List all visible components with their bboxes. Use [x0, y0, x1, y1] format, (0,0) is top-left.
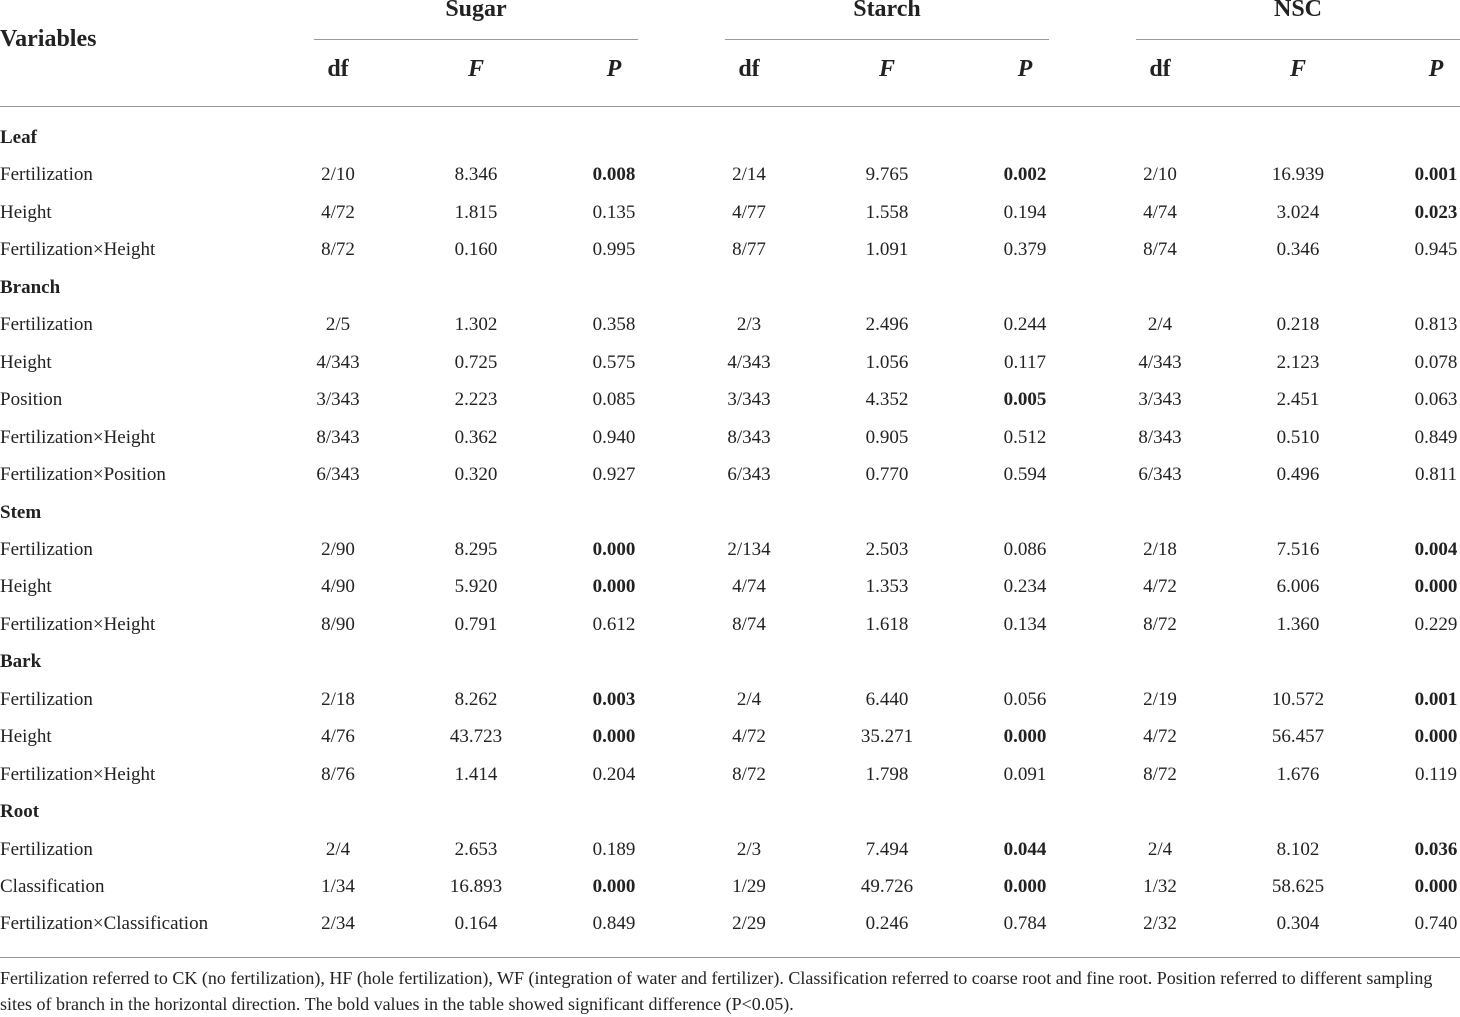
cell-df-value: 6/343: [727, 464, 771, 486]
variable-label: Fertilization: [0, 164, 93, 186]
cell-f-value: 16.893: [449, 876, 503, 897]
cell-df-value: 4/343: [727, 351, 771, 373]
cell-f-value: 0.320: [454, 464, 498, 486]
cell-p-value: 0.000: [1003, 726, 1047, 748]
cell-p-value: 0.594: [1003, 464, 1047, 486]
cell-p-value: 0.849: [1414, 426, 1458, 448]
cell-df-value: 2/29: [732, 913, 766, 935]
cell-f-value: 9.765: [865, 164, 909, 186]
cell-f-value: 1.056: [865, 351, 909, 373]
cell-p-value: 0.229: [1414, 613, 1458, 635]
starch-group-rule: [725, 39, 1049, 40]
cell-p-value: 0.091: [1003, 763, 1047, 785]
cell-df-value: 6/343: [316, 464, 360, 486]
cell-p-value: 0.000: [592, 726, 636, 748]
table-row: [0, 682, 1460, 718]
cell-f-value: 2.653: [454, 838, 498, 860]
cell-f-value: 8.346: [454, 164, 498, 186]
cell-f-value: 0.246: [865, 913, 909, 935]
cell-df-value: 8/343: [1138, 426, 1182, 448]
footer-rule: [0, 957, 1460, 958]
cell-f-value: 0.791: [454, 613, 498, 635]
cell-f-value: 0.770: [865, 464, 909, 486]
table-row: [0, 382, 1460, 418]
cell-f-value: 6.440: [865, 688, 909, 710]
cell-df-value: 4/72: [732, 726, 766, 748]
cell-f-value: 1.414: [454, 763, 498, 785]
table-row: [0, 232, 1460, 268]
cell-p-value: 0.813: [1414, 314, 1458, 336]
cell-p-value: 0.005: [1003, 389, 1047, 411]
variable-label: Fertilization×Position: [0, 464, 166, 486]
cell-df-value: 4/72: [321, 201, 355, 223]
cell-p-value: 0.085: [592, 389, 636, 411]
cell-df-value: 2/18: [321, 688, 355, 710]
cell-df-value: 8/76: [321, 763, 355, 785]
cell-df-value: 3/343: [727, 389, 771, 411]
section-row: [0, 495, 1460, 531]
cell-df-value: 1/34: [321, 876, 355, 897]
cell-p-value: 0.244: [1003, 314, 1047, 336]
cell-df-value: 4/74: [732, 576, 766, 598]
cell-p-value: 0.811: [1414, 464, 1458, 486]
section-row: [0, 644, 1460, 680]
variable-label: Fertilization: [0, 688, 93, 710]
variable-label: Fertilization: [0, 838, 93, 860]
sugar-f-header: F: [467, 56, 484, 82]
cell-df-value: 2/134: [727, 538, 771, 560]
cell-p-value: 0.008: [592, 164, 636, 186]
cell-df-value: 8/77: [732, 239, 766, 261]
cell-f-value: 0.725: [454, 351, 498, 373]
starch-df-header: df: [738, 56, 760, 82]
cell-f-value: 1.091: [865, 239, 909, 261]
cell-df-value: 8/72: [732, 763, 766, 785]
cell-p-value: 0.379: [1003, 239, 1047, 261]
sugar-df-header: df: [327, 56, 349, 82]
variable-label: Position: [0, 389, 63, 411]
cell-df-value: 2/34: [321, 913, 355, 935]
cell-p-value: 0.004: [1414, 538, 1458, 560]
cell-p-value: 0.194: [1003, 201, 1047, 223]
cell-p-value: 0.003: [592, 688, 636, 710]
cell-p-value: 0.740: [1414, 913, 1458, 935]
cell-p-value: 0.001: [1414, 164, 1458, 186]
variable-label: Height: [0, 726, 52, 748]
cell-df-value: 1/29: [732, 876, 766, 897]
cell-p-value: 0.995: [592, 239, 636, 261]
cell-df-value: 2/5: [325, 314, 351, 336]
cell-f-value: 1.618: [865, 613, 909, 635]
cell-p-value: 0.000: [1003, 876, 1047, 897]
cell-f-value: 2.503: [865, 538, 909, 560]
cell-f-value: 8.102: [1276, 838, 1320, 860]
section-title: Bark: [0, 651, 42, 673]
table-row: [0, 195, 1460, 231]
cell-f-value: 0.218: [1276, 314, 1320, 336]
variable-label: Classification: [0, 876, 105, 897]
table-row: [0, 757, 1460, 793]
cell-p-value: 0.784: [1003, 913, 1047, 935]
cell-df-value: 4/72: [1143, 576, 1177, 598]
cell-f-value: 1.302: [454, 314, 498, 336]
cell-f-value: 7.516: [1276, 538, 1320, 560]
cell-df-value: 2/4: [736, 688, 762, 710]
cell-df-value: 8/90: [321, 613, 355, 635]
cell-p-value: 0.078: [1414, 351, 1458, 373]
cell-p-value: 0.000: [592, 538, 636, 560]
table-row: [0, 457, 1460, 493]
cell-p-value: 0.000: [1414, 876, 1458, 897]
cell-f-value: 1.353: [865, 576, 909, 598]
cell-f-value: 0.905: [865, 426, 909, 448]
header-rule: [0, 106, 1460, 107]
cell-f-value: 3.024: [1276, 201, 1320, 223]
nsc-group-rule: [1136, 39, 1460, 40]
sugar-group-header: Sugar: [445, 0, 507, 22]
cell-p-value: 0.945: [1414, 239, 1458, 261]
cell-f-value: 0.164: [454, 913, 498, 935]
table-row: [0, 869, 1460, 905]
cell-df-value: 8/72: [1143, 763, 1177, 785]
variable-label: Height: [0, 576, 52, 598]
cell-p-value: 0.358: [592, 314, 636, 336]
cell-p-value: 0.512: [1003, 426, 1047, 448]
cell-p-value: 0.000: [592, 576, 636, 598]
cell-p-value: 0.940: [592, 426, 636, 448]
cell-f-value: 35.271: [860, 726, 914, 748]
variable-label: Fertilization×Height: [0, 763, 156, 785]
cell-p-value: 0.063: [1414, 389, 1458, 411]
cell-p-value: 0.044: [1003, 838, 1047, 860]
starch-p-header: P: [1017, 56, 1033, 82]
cell-df-value: 2/10: [1143, 164, 1177, 186]
cell-df-value: 8/74: [732, 613, 766, 635]
cell-f-value: 5.920: [454, 576, 498, 598]
section-title: Stem: [0, 501, 42, 523]
cell-p-value: 0.927: [592, 464, 636, 486]
cell-df-value: 2/90: [321, 538, 355, 560]
variables-header: Variables: [0, 26, 97, 52]
variable-label: Fertilization×Classification: [0, 913, 209, 935]
table-footnote: Fertilization referred to CK (no fertilization), HF (hole fertilization), WF (integration of water and fertilizer). Classification referred to coarse root and fine root. Position referred to different sampling sites of branch in the horizontal direction. The bold values in the table showed significant difference (P<0.05).: [0, 968, 1433, 1014]
cell-f-value: 2.223: [454, 389, 498, 411]
table-row: [0, 569, 1460, 605]
cell-p-value: 0.135: [592, 201, 636, 223]
sugar-p-header: P: [606, 56, 622, 82]
cell-f-value: 1.558: [865, 201, 909, 223]
table-row: [0, 906, 1460, 942]
section-row: [0, 120, 1460, 156]
cell-df-value: 1/32: [1143, 876, 1177, 897]
cell-p-value: 0.134: [1003, 613, 1047, 635]
cell-df-value: 4/74: [1143, 201, 1177, 223]
section-title: Branch: [0, 276, 61, 298]
cell-df-value: 3/343: [1138, 389, 1182, 411]
variable-label: Height: [0, 351, 52, 373]
table-row: [0, 607, 1460, 643]
cell-p-value: 0.036: [1414, 838, 1458, 860]
cell-f-value: 10.572: [1271, 688, 1325, 710]
cell-df-value: 4/90: [321, 576, 355, 598]
cell-p-value: 0.000: [1414, 576, 1458, 598]
section-row: [0, 794, 1460, 830]
cell-df-value: 2/18: [1143, 538, 1177, 560]
cell-f-value: 7.494: [865, 838, 909, 860]
cell-df-value: 4/72: [1143, 726, 1177, 748]
starch-f-header: F: [878, 56, 895, 82]
cell-p-value: 0.189: [592, 838, 636, 860]
nsc-group-header: NSC: [1273, 0, 1322, 22]
table-row: [0, 832, 1460, 868]
cell-f-value: 1.676: [1276, 763, 1320, 785]
cell-p-value: 0.117: [1003, 351, 1047, 373]
cell-df-value: 2/4: [325, 838, 351, 860]
cell-f-value: 8.295: [454, 538, 498, 560]
table-row: [0, 345, 1460, 381]
cell-df-value: 2/14: [732, 164, 766, 186]
cell-f-value: 56.457: [1271, 726, 1325, 748]
cell-f-value: 6.006: [1276, 576, 1320, 598]
cell-f-value: 1.815: [454, 201, 498, 223]
table-row: [0, 532, 1460, 568]
variable-label: Fertilization×Height: [0, 426, 156, 448]
cell-p-value: 0.023: [1414, 201, 1458, 223]
cell-f-value: 8.262: [454, 688, 498, 710]
cell-p-value: 0.000: [1414, 726, 1458, 748]
nsc-df-header: df: [1149, 56, 1171, 82]
cell-f-value: 1.360: [1276, 613, 1320, 635]
nsc-f-header: F: [1289, 56, 1306, 82]
cell-f-value: 0.510: [1276, 426, 1320, 448]
cell-df-value: 2/10: [321, 164, 355, 186]
cell-p-value: 0.204: [592, 763, 636, 785]
cell-df-value: 3/343: [316, 389, 360, 411]
nsc-p-header: P: [1428, 56, 1444, 82]
cell-p-value: 0.612: [592, 613, 636, 635]
cell-df-value: 2/4: [1147, 838, 1173, 860]
cell-p-value: 0.086: [1003, 538, 1047, 560]
cell-f-value: 16.939: [1271, 164, 1325, 186]
cell-f-value: 2.123: [1276, 351, 1320, 373]
cell-f-value: 43.723: [449, 726, 503, 748]
variable-label: Fertilization×Height: [0, 239, 156, 261]
variable-label: Fertilization: [0, 538, 93, 560]
cell-df-value: 8/72: [1143, 613, 1177, 635]
cell-df-value: 2/4: [1147, 314, 1173, 336]
cell-f-value: 4.352: [865, 389, 909, 411]
cell-f-value: 2.496: [865, 314, 909, 336]
section-title: Root: [0, 801, 40, 823]
cell-f-value: 0.496: [1276, 464, 1320, 486]
cell-df-value: 2/3: [736, 838, 762, 860]
variable-label: Fertilization: [0, 314, 93, 336]
table-row: [0, 157, 1460, 193]
cell-df-value: 4/343: [316, 351, 360, 373]
cell-f-value: 0.362: [454, 426, 498, 448]
cell-df-value: 4/77: [732, 201, 766, 223]
variable-label: Fertilization×Height: [0, 613, 156, 635]
section-row: [0, 270, 1460, 306]
cell-p-value: 0.234: [1003, 576, 1047, 598]
section-title: Leaf: [0, 127, 37, 148]
table-row: [0, 719, 1460, 755]
cell-f-value: 49.726: [860, 876, 914, 897]
table-row: [0, 307, 1460, 343]
cell-f-value: 0.160: [454, 239, 498, 261]
starch-group-header: Starch: [853, 0, 921, 22]
cell-df-value: 2/32: [1143, 913, 1177, 935]
cell-p-value: 0.575: [592, 351, 636, 373]
cell-p-value: 0.000: [592, 876, 636, 897]
cell-df-value: 4/343: [1138, 351, 1182, 373]
cell-f-value: 0.346: [1276, 239, 1320, 261]
cell-p-value: 0.056: [1003, 688, 1047, 710]
cell-f-value: 58.625: [1271, 876, 1325, 897]
table-row: [0, 420, 1460, 456]
cell-f-value: 0.304: [1276, 913, 1320, 935]
variable-label: Height: [0, 201, 52, 223]
cell-p-value: 0.849: [592, 913, 636, 935]
cell-df-value: 2/3: [736, 314, 762, 336]
cell-df-value: 8/74: [1143, 239, 1177, 261]
cell-df-value: 2/19: [1143, 688, 1177, 710]
cell-p-value: 0.001: [1414, 688, 1458, 710]
cell-p-value: 0.119: [1414, 763, 1458, 785]
cell-f-value: 1.798: [865, 763, 909, 785]
cell-df-value: 4/76: [321, 726, 355, 748]
cell-df-value: 8/343: [727, 426, 771, 448]
cell-p-value: 0.002: [1003, 164, 1047, 186]
cell-df-value: 8/343: [316, 426, 360, 448]
cell-f-value: 2.451: [1276, 389, 1320, 411]
sugar-group-rule: [314, 39, 638, 40]
cell-df-value: 8/72: [321, 239, 355, 261]
cell-df-value: 6/343: [1138, 464, 1182, 486]
